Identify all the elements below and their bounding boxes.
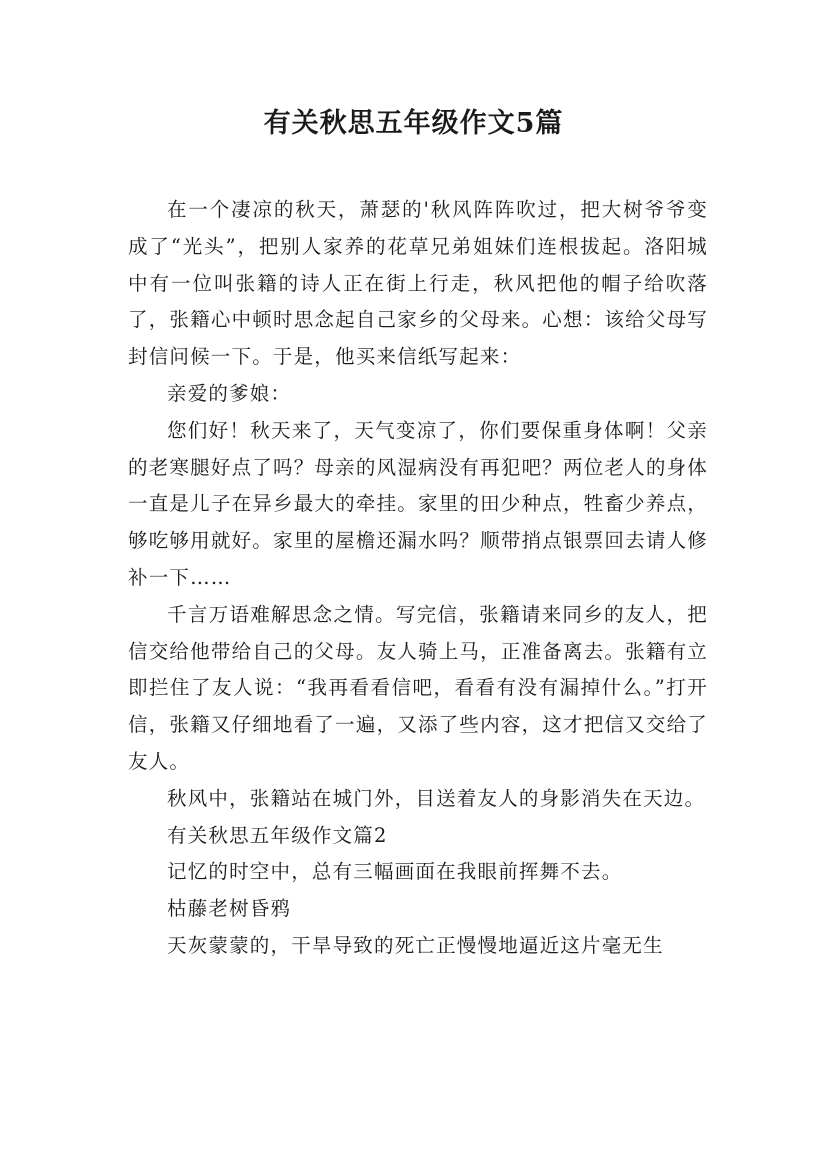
subheading: 枯藤老树昏鸦 <box>167 897 292 921</box>
paragraph: 您们好！秋天来了，天气变凉了，你们要保重身体啊！父亲的老寒腿好点了吗？母亲的风湿病没有再犯吧？两位老人的身体一直是儿子在异乡最大的牵挂。家里的田少种点，牲畜少养点，够吃够用就好。家里的屋檐还漏水吗？顺带捎点银票回去请人修补一下…… <box>128 418 708 589</box>
paragraph: 亲爱的爹娘： <box>167 381 292 405</box>
document-title: 有关秋思五年级作文5篇 <box>263 108 564 139</box>
paragraph: 秋风中，张籍站在城门外，目送着友人的身影消失在天边。 <box>167 786 706 810</box>
document-body <box>128 192 708 965</box>
section-heading: 有关秋思五年级作文篇2 <box>167 823 388 847</box>
paragraph: 在一个凄凉的秋天，萧瑟的'秋风阵阵吹过，把大树爷爷变成了“光头”，把别人家养的花草兄弟姐妹们连根拔起。洛阳城中有一位叫张籍的诗人正在街上行走，秋风把他的帽子给吹落了，张籍心中顿时思念起自己家乡的父母来。心想：该给父母写封信问候一下。于是，他买来信纸写起来： <box>128 198 708 369</box>
paragraph: 千言万语难解思念之情。写完信，张籍请来同乡的友人，把信交给他带给自己的父母。友人骑上马，正准备离去。张籍有立即拦住了友人说：“我再看看信吧，看看有没有漏掉什么。”打开信，张籍又仔细地看了一遍，又添了些内容，这才把信又交给了友人。 <box>128 602 708 773</box>
paragraph: 天灰蒙蒙的，干旱导致的死亡正慢慢地逼近这片毫无生 <box>167 933 664 957</box>
paragraph: 记忆的时空中，总有三幅画面在我眼前挥舞不去。 <box>167 860 623 884</box>
